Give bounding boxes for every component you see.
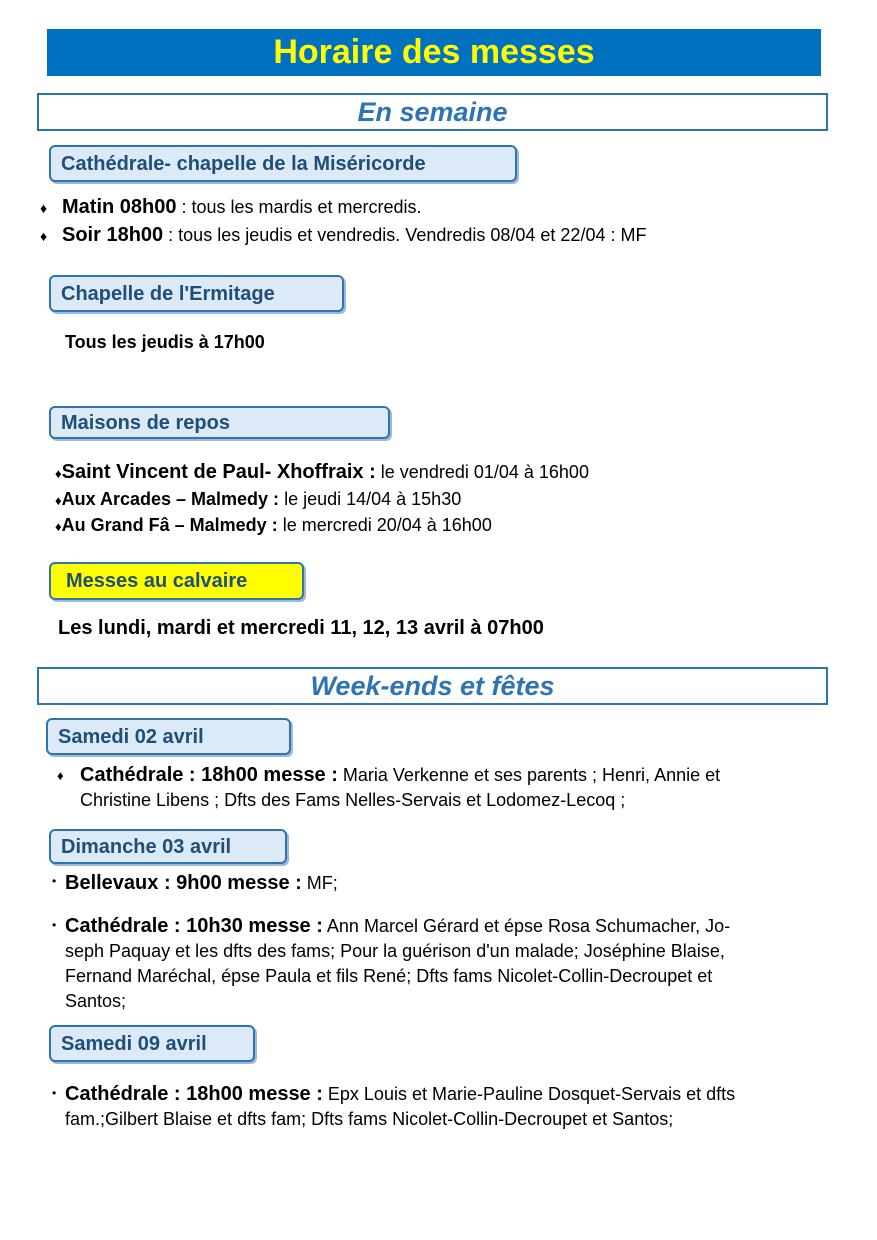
dimanche03-entry-1 xyxy=(65,871,338,896)
heading-cathedrale-chapelle: Cathédrale- chapelle de la Miséricorde xyxy=(49,145,517,182)
item-text: le vendredi 01/04 à 16h00 xyxy=(375,462,589,482)
entry-text: Maria Verkenne et ses parents ; Henri, Annie et xyxy=(337,765,721,785)
heading-samedi-09: Samedi 09 avril xyxy=(49,1025,255,1062)
entry-text: seph Paquay et les dfts des fams; Pour la guérison d'un malade; Joséphine Blaise, xyxy=(65,941,725,961)
heading-calvaire: Messes au calvaire xyxy=(49,562,304,600)
bullet-icon: ♦ xyxy=(55,466,62,481)
item-text: le mercredi 20/04 à 16h00 xyxy=(277,515,492,535)
bullet-icon: • xyxy=(52,1086,57,1100)
entry-bold: Cathédrale : 18h00 messe : xyxy=(65,1083,323,1105)
list-item xyxy=(55,461,589,485)
page-title: Horaire des messes xyxy=(47,29,821,76)
item-text: le jeudi 14/04 à 15h30 xyxy=(279,489,462,509)
list-item xyxy=(40,196,422,219)
bullet-icon: ♦ xyxy=(57,768,64,783)
ermitage-text: Tous les jeudis à 17h00 xyxy=(65,332,265,352)
entry-text: fam.;Gilbert Blaise et dfts fam; Dfts fams Nicolet-Collin-Decroupet et Santos; xyxy=(65,1109,674,1129)
calvaire-text: Les lundi, mardi et mercredi 11, 12, 13 avril à 07h00 xyxy=(58,617,544,639)
heading-dimanche-03: Dimanche 03 avril xyxy=(49,829,287,864)
heading-samedi-02: Samedi 02 avril xyxy=(46,718,291,755)
heading-ermitage: Chapelle de l'Ermitage xyxy=(49,275,344,312)
entry-text: Ann Marcel Gérard et épse Rosa Schumacher, Jo- xyxy=(322,916,731,936)
section-week-ends: Week-ends et fêtes xyxy=(37,667,828,705)
list-item xyxy=(40,224,646,247)
entry-bold: Cathédrale : 18h00 messe : xyxy=(80,764,338,786)
item-bold: Aux Arcades – Malmedy : xyxy=(61,489,280,509)
bullet-icon: ♦ xyxy=(40,200,48,216)
entry-text: Christine Libens ; Dfts des Fams Nelles-Servais et Lodomez-Lecoq ; xyxy=(80,790,626,810)
item-bold: Au Grand Fâ – Malmedy : xyxy=(61,515,278,535)
dimanche03-entry-2 xyxy=(65,914,730,1014)
item-text: : tous les mardis et mercredis. xyxy=(176,197,422,217)
item-text: : tous les jeudis et vendredis. Vendredis 08/04 et 22/04 : MF xyxy=(163,225,647,245)
bullet-icon: • xyxy=(52,918,57,932)
entry-text: Santos; xyxy=(65,991,127,1011)
section-en-semaine: En semaine xyxy=(37,93,828,131)
entry-text: Epx Louis et Marie-Pauline Dosquet-Servais et dfts xyxy=(322,1084,736,1104)
bullet-icon: ♦ xyxy=(55,493,62,508)
entry-text: MF; xyxy=(301,873,338,893)
time-label: Matin 08h00 xyxy=(62,196,177,218)
item-bold: Saint Vincent de Paul- Xhoffraix : xyxy=(61,461,376,483)
list-item xyxy=(55,514,492,538)
entry-bold: Cathédrale : 10h30 messe : xyxy=(65,915,323,937)
entry-text: Fernand Maréchal, épse Paula et fils René; Dfts fams Nicolet-Collin-Decroupet et xyxy=(65,966,713,986)
bullet-icon: ♦ xyxy=(40,228,48,244)
samedi09-entry xyxy=(65,1082,735,1132)
heading-maisons-de-repos: Maisons de repos xyxy=(49,406,390,439)
entry-bold: Bellevaux : 9h00 messe : xyxy=(65,872,302,894)
bullet-icon: • xyxy=(52,874,57,888)
bullet-icon: ♦ xyxy=(55,519,62,534)
time-label: Soir 18h00 xyxy=(62,224,164,246)
list-item xyxy=(55,488,461,512)
samedi02-entry xyxy=(80,763,720,813)
